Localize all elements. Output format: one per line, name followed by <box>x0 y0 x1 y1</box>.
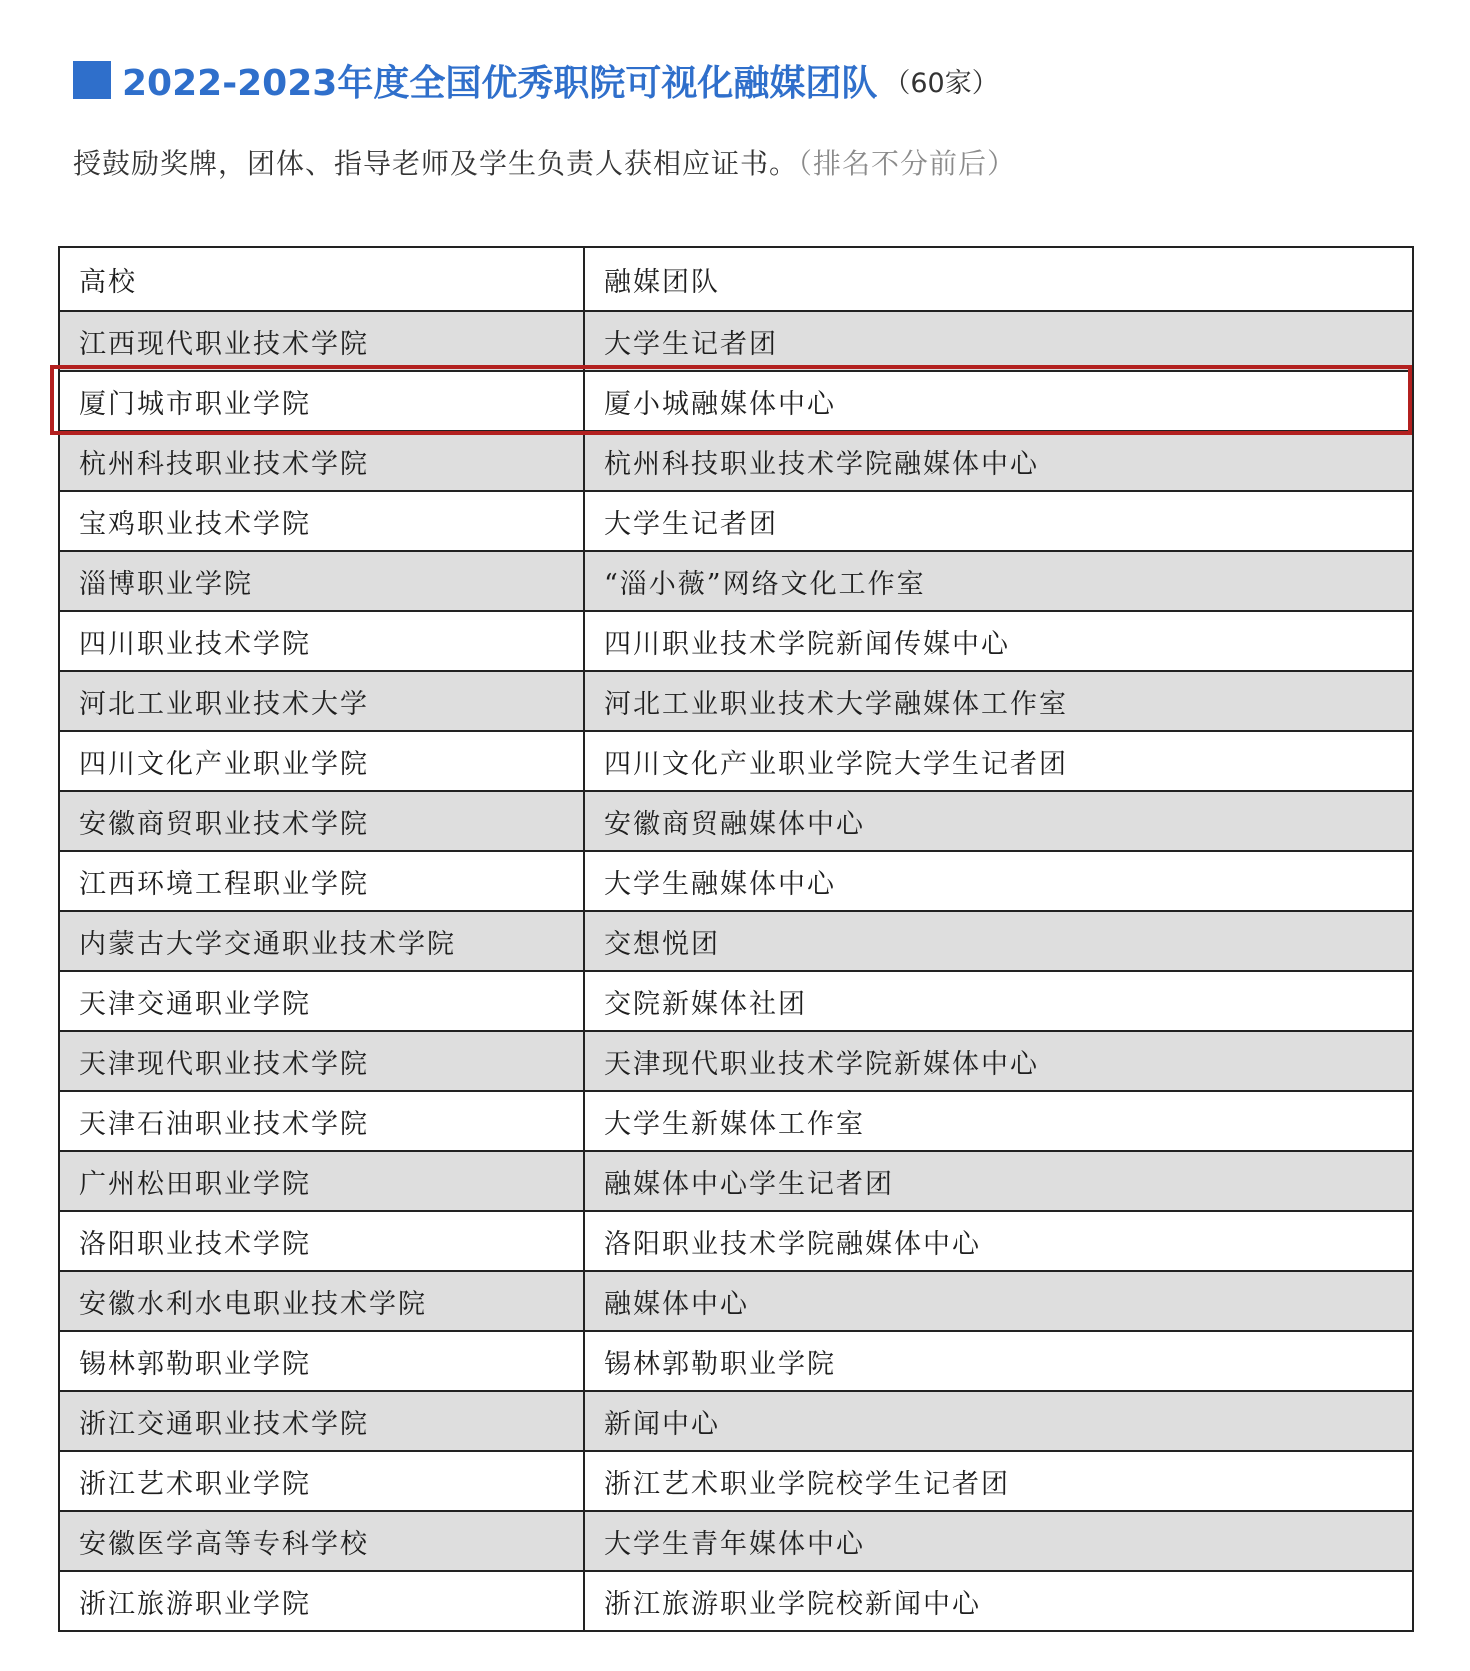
award-table <box>58 246 1414 1632</box>
school-cell: 浙江旅游职业学院 <box>60 1572 585 1630</box>
team-cell: 新闻中心 <box>604 1408 720 1440</box>
school-cell: 锡林郭勒职业学院 <box>60 1332 585 1390</box>
team-cell: 厦小城融媒体中心 <box>604 388 836 420</box>
team-cell: 大学生青年媒体中心 <box>604 1528 865 1560</box>
team-cell: 融媒体中心 <box>604 1288 749 1320</box>
school-cell: 四川职业技术学院 <box>60 612 585 670</box>
table-row <box>60 850 1412 910</box>
section-heading <box>73 52 999 108</box>
table-row <box>60 1390 1412 1450</box>
table-row <box>60 550 1412 610</box>
school-cell: 洛阳职业技术学院 <box>60 1212 585 1270</box>
team-count: （60家） <box>883 67 999 99</box>
team-cell: “淄小薇”网络文化工作室 <box>604 568 926 600</box>
school-cell: 杭州科技职业技术学院 <box>60 432 585 490</box>
school-cell: 厦门城市职业学院 <box>60 372 585 430</box>
ranking-note: （排名不分前后） <box>798 147 1017 180</box>
table-row <box>60 1570 1412 1630</box>
table-row <box>60 1330 1412 1390</box>
award-description-text: 授鼓励奖牌，团体、指导老师及学生负责人获相应证书。 <box>73 147 799 180</box>
table-row <box>60 1450 1412 1510</box>
school-cell: 安徽水利水电职业技术学院 <box>60 1272 585 1330</box>
team-cell: 交院新媒体社团 <box>604 988 807 1020</box>
school-cell: 浙江交通职业技术学院 <box>60 1392 585 1450</box>
table-row <box>60 1510 1412 1570</box>
table-row <box>60 1150 1412 1210</box>
table-row <box>60 670 1412 730</box>
school-cell: 宝鸡职业技术学院 <box>60 492 585 550</box>
school-cell: 江西现代职业技术学院 <box>60 312 585 370</box>
award-description <box>73 142 1016 182</box>
team-cell: 洛阳职业技术学院融媒体中心 <box>604 1228 981 1260</box>
table-header-row <box>60 248 1412 310</box>
team-cell: 天津现代职业技术学院新媒体中心 <box>604 1048 1039 1080</box>
table-row <box>60 730 1412 790</box>
school-cell: 天津石油职业技术学院 <box>60 1092 585 1150</box>
table-row <box>60 490 1412 550</box>
table-row <box>60 370 1412 430</box>
school-cell: 内蒙古大学交通职业技术学院 <box>60 912 585 970</box>
table-row <box>60 910 1412 970</box>
school-cell: 河北工业职业技术大学 <box>60 672 585 730</box>
header-school: 高校 <box>60 248 585 310</box>
school-cell: 浙江艺术职业学院 <box>60 1452 585 1510</box>
school-cell: 天津现代职业技术学院 <box>60 1032 585 1090</box>
table-row <box>60 1090 1412 1150</box>
table-row <box>60 430 1412 490</box>
table-row <box>60 1270 1412 1330</box>
team-cell: 大学生记者团 <box>604 328 778 360</box>
team-cell: 浙江旅游职业学院校新闻中心 <box>604 1588 981 1620</box>
table-row <box>60 790 1412 850</box>
school-cell: 四川文化产业职业学院 <box>60 732 585 790</box>
table-row <box>60 1210 1412 1270</box>
table-row <box>60 970 1412 1030</box>
table-body <box>60 310 1412 1630</box>
school-cell: 江西环境工程职业学院 <box>60 852 585 910</box>
team-cell: 大学生融媒体中心 <box>604 868 836 900</box>
section-title: 2022-2023年度全国优秀职院可视化融媒团队 <box>122 62 878 104</box>
school-cell: 安徽商贸职业技术学院 <box>60 792 585 850</box>
blue-square-icon <box>73 61 111 99</box>
table-row <box>60 610 1412 670</box>
team-cell: 大学生新媒体工作室 <box>604 1108 865 1140</box>
school-cell: 广州松田职业学院 <box>60 1152 585 1210</box>
table-row <box>60 1030 1412 1090</box>
team-cell: 安徽商贸融媒体中心 <box>604 808 865 840</box>
table-row <box>60 310 1412 370</box>
team-cell: 河北工业职业技术大学融媒体工作室 <box>604 688 1068 720</box>
team-cell: 四川职业技术学院新闻传媒中心 <box>604 628 1010 660</box>
team-cell: 融媒体中心学生记者团 <box>604 1168 894 1200</box>
team-cell: 四川文化产业职业学院大学生记者团 <box>604 748 1068 780</box>
team-cell: 杭州科技职业技术学院融媒体中心 <box>604 448 1039 480</box>
team-cell: 浙江艺术职业学院校学生记者团 <box>604 1468 1010 1500</box>
team-cell: 大学生记者团 <box>604 508 778 540</box>
team-cell: 锡林郭勒职业学院 <box>604 1348 836 1380</box>
school-cell: 天津交通职业学院 <box>60 972 585 1030</box>
school-cell: 安徽医学高等专科学校 <box>60 1512 585 1570</box>
school-cell: 淄博职业学院 <box>60 552 585 610</box>
team-cell: 交想悦团 <box>604 928 720 960</box>
header-team: 融媒团队 <box>604 266 720 298</box>
